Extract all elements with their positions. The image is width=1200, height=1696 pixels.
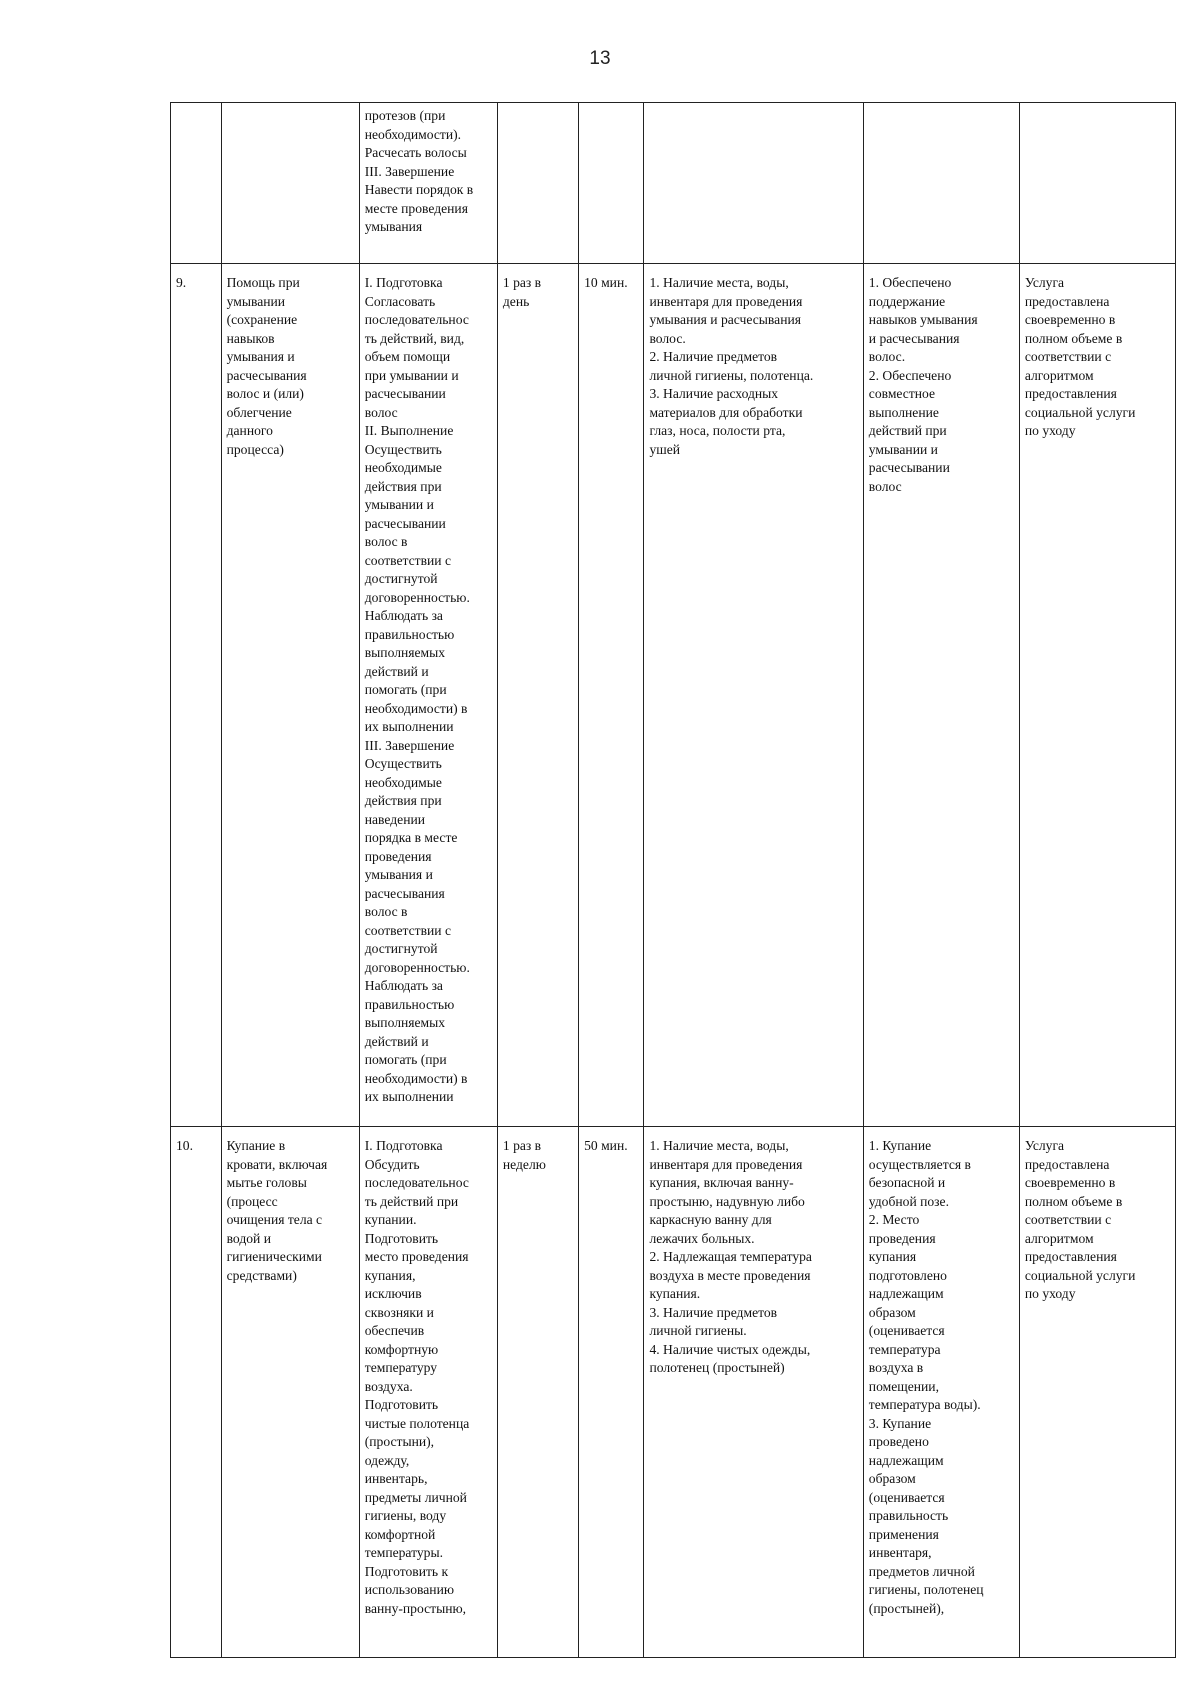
cell-evaluation: Услуга предоставлена своевременно в полном объеме в соответствии с алгоритмом предоставления социальной услуги по уходу xyxy=(1019,1127,1175,1658)
table-row xyxy=(171,264,1176,1127)
cell-service-name xyxy=(221,103,359,264)
cell-frequency xyxy=(497,103,578,264)
table-row xyxy=(171,103,1176,264)
cell-service-name: Помощь при умывании (сохранение навыков умывания и расчесывания волос и (или) облегчение данного процесса) xyxy=(221,264,359,1127)
cell-duration: 10 мин. xyxy=(579,264,644,1127)
cell-number: 9. xyxy=(171,264,222,1127)
cell-service-name: Купание в кровати, включая мытье головы (процесс очищения тела с водой и гигиеническими средствами) xyxy=(221,1127,359,1658)
cell-quality-indicators xyxy=(863,103,1019,264)
cell-frequency: 1 раз в день xyxy=(497,264,578,1127)
cell-number: 10. xyxy=(171,1127,222,1658)
cell-duration xyxy=(579,103,644,264)
cell-quality-indicators: 1. Обеспечено поддержание навыков умывания и расчесывания волос. 2. Обеспечено совместное выполнение действий при умывании и расчесывании волос xyxy=(863,264,1019,1127)
cell-conditions xyxy=(644,103,863,264)
cell-duration: 50 мин. xyxy=(579,1127,644,1658)
cell-evaluation xyxy=(1019,103,1175,264)
cell-service-content: I. Подготовка Обсудить последовательнос ть действий при купании. Подготовить место проведения купания, исключив сквозняки и обеспечив комфортную температуру воздуха. Подготовить чистые полотенца (простыни), одежду, инвентарь, предметы личной гигиены, воду комфортной температуры. Подготовить к использованию ванну-простыню, xyxy=(359,1127,497,1658)
cell-number xyxy=(171,103,222,264)
table-row xyxy=(171,1127,1176,1658)
cell-conditions: 1. Наличие места, воды, инвентаря для проведения умывания и расчесывания волос. 2. Наличие предметов личной гигиены, полотенца. 3. Наличие расходных материалов для обработки глаз, носа, полости рта, ушей xyxy=(644,264,863,1127)
cell-service-content: протезов (при необходимости). Расчесать волосы III. Завершение Навести порядок в месте проведения умывания xyxy=(359,103,497,264)
services-table xyxy=(170,102,1176,1658)
cell-quality-indicators: 1. Купание осуществляется в безопасной и удобной позе. 2. Место проведения купания подготовлено надлежащим образом (оценивается температура воздуха в помещении, температура воды). 3. Купание проведено надлежащим образом (оценивается правильность применения инвентаря, предметов личной гигиены, полотенец (простыней), xyxy=(863,1127,1019,1658)
cell-service-content: I. Подготовка Согласовать последовательнос ть действий, вид, объем помощи при умывании и расчесывании волос II. Выполнение Осуществить необходимые действия при умывании и расчесывании волос в соответствии с достигнутой договоренностью. Наблюдать за правильностью выполняемых действий и помогать (при необходимости) в их выполнении III. Завершение Осуществить необходимые действия при наведении порядка в месте проведения умывания и расчесывания волос в соответствии с достигнутой договоренностью. Наблюдать за правильностью выполняемых действий и помогать (при необходимости) в их выполнении xyxy=(359,264,497,1127)
page-number: 13 xyxy=(589,48,611,69)
cell-conditions: 1. Наличие места, воды, инвентаря для проведения купания, включая ванну- простыню, надувную либо каркасную ванну для лежачих больных. 2. Надлежащая температура воздуха в месте проведения купания. 3. Наличие предметов личной гигиены. 4. Наличие чистых одежды, полотенец (простыней) xyxy=(644,1127,863,1658)
cell-frequency: 1 раз в неделю xyxy=(497,1127,578,1658)
cell-evaluation: Услуга предоставлена своевременно в полном объеме в соответствии с алгоритмом предоставления социальной услуги по уходу xyxy=(1019,264,1175,1127)
